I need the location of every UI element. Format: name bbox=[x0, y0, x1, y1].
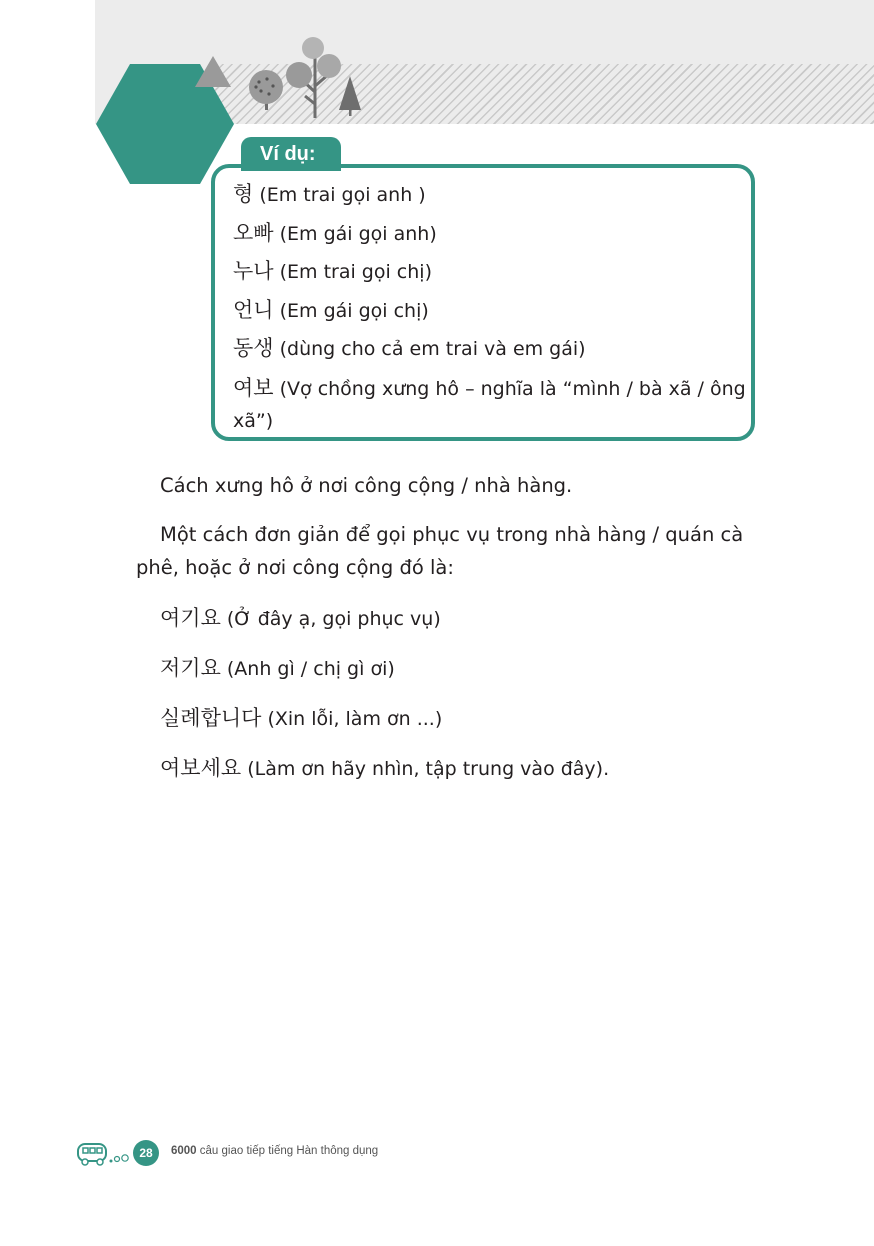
phrase-meaning: (Anh gì / chị gì ơi) bbox=[220, 658, 395, 680]
paragraph-public-address: Cách xưng hô ở nơi công cộng / nhà hàng. bbox=[160, 474, 573, 497]
example-meaning: (Em gái gọi anh) bbox=[273, 222, 437, 245]
example-list bbox=[233, 176, 748, 437]
example-meaning: (Em trai gọi chị) bbox=[273, 261, 432, 283]
book-title-number: 6000 bbox=[171, 1145, 197, 1157]
page-footer bbox=[76, 1138, 496, 1168]
example-korean: 형 bbox=[233, 182, 254, 206]
page-number: 28 bbox=[133, 1140, 159, 1166]
phrase-meaning: (Làm ơn hãy nhìn, tập trung vào đây). bbox=[241, 758, 610, 780]
example-item bbox=[233, 253, 748, 292]
example-item bbox=[233, 292, 748, 331]
pine-tree-icon bbox=[339, 76, 361, 116]
example-korean: 여보 bbox=[233, 375, 274, 400]
example-korean: 언니 bbox=[233, 297, 274, 322]
book-title bbox=[171, 1145, 378, 1157]
example-box bbox=[211, 164, 755, 441]
example-korean: 동생 bbox=[233, 336, 274, 360]
round-tree-icon bbox=[249, 70, 283, 110]
example-meaning: (Em trai gọi anh ) bbox=[253, 184, 426, 206]
paragraph-calling-service: Một cách đơn giản để gọi phục vụ trong nhà hàng / quán cà phê, hoặc ở nơi công cộng đó là: bbox=[136, 523, 744, 579]
example-meaning: (dùng cho cả em trai và em gái) bbox=[273, 338, 586, 360]
example-meaning: (Vợ chồng xưng hô – nghĩa là “mình / bà xã / ông xã”) bbox=[233, 377, 746, 432]
phrase-korean: 저기요 bbox=[160, 656, 221, 680]
book-title-text: câu giao tiếp tiếng Hàn thông dụng bbox=[196, 1145, 379, 1157]
phrase-meaning: (Ở đây ạ, gọi phục vụ) bbox=[220, 608, 441, 630]
example-korean: 오빠 bbox=[233, 220, 274, 245]
bus-icon bbox=[76, 1138, 136, 1168]
phrase-korean: 실례합니다 bbox=[160, 706, 262, 730]
phrase-item bbox=[160, 753, 609, 784]
example-korean: 누나 bbox=[233, 259, 274, 283]
example-item bbox=[233, 176, 748, 215]
example-item bbox=[233, 330, 748, 369]
branch-tree-icon bbox=[286, 37, 341, 118]
phrase-meaning: (Xin lỗi, làm ơn ...) bbox=[261, 708, 443, 730]
phrase-item bbox=[160, 703, 442, 734]
phrase-item bbox=[160, 603, 441, 634]
example-meaning: (Em gái gọi chị) bbox=[273, 299, 429, 322]
phrase-item bbox=[160, 653, 395, 684]
example-item bbox=[233, 372, 748, 437]
phrase-korean: 여보세요 bbox=[160, 756, 242, 780]
phrase-korean: 여기요 bbox=[160, 606, 221, 630]
example-label-tab: Ví dụ: bbox=[241, 137, 341, 171]
example-item bbox=[233, 215, 748, 254]
